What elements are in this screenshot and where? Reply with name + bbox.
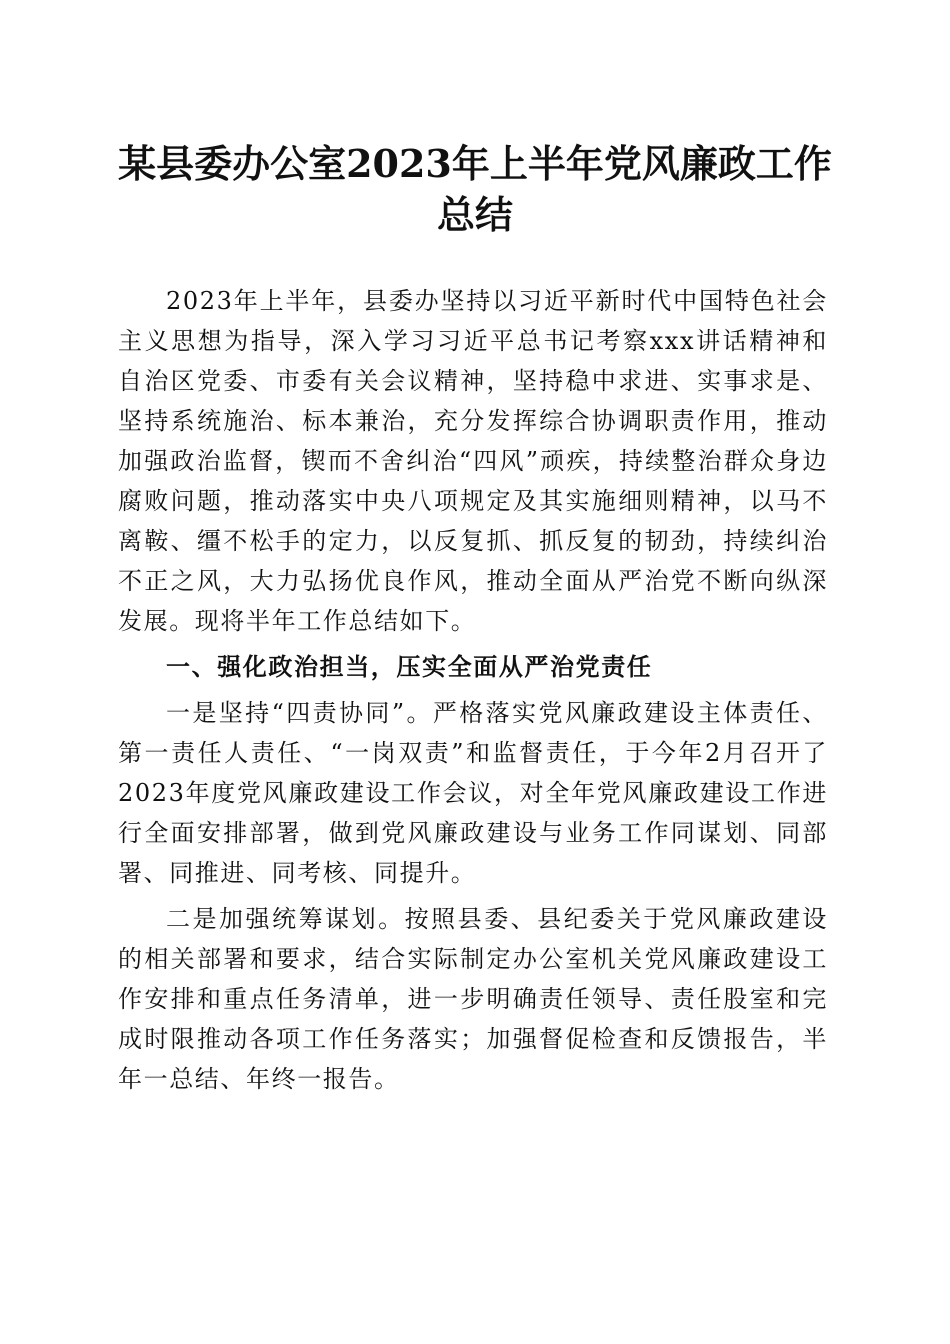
section-heading-1: 一、强化政治担当，压实全面从严治党责任 <box>166 652 653 681</box>
body-paragraph-1: 一是坚持“四责协同”。严格落实党风廉政建设主体责任、第一责任人责任、“一岗双责”和监督责任，于今年2月召开了2023年度党风廉政建设工作会议，对全年党风廉政建设工作进行全面安排部署，做到党风廉政建设与业务工作同谋划、同部署、同推进、同考核、同提升。 <box>118 699 828 887</box>
document-title: 某县委办公室2023年上半年党风廉政工作总结 <box>118 141 832 237</box>
document-body <box>118 281 828 1099</box>
body-paragraph-2: 二是加强统筹谋划。按照县委、县纪委关于党风廉政建设的相关部署和要求，结合实际制定办公室机关党风廉政建设工作安排和重点任务清单，进一步明确责任领导、责任股室和完成时限推动各项工作任务落实；加强督促检查和反馈报告，半年一总结、年终一报告。 <box>118 905 828 1093</box>
intro-paragraph: 2023年上半年，县委办坚持以习近平新时代中国特色社会主义思想为指导，深入学习习近平总书记考察xxx讲话精神和自治区党委、市委有关会议精神，坚持稳中求进、实事求是、坚持系统施治、标本兼治，充分发挥综合协调职责作用，推动加强政治监督，锲而不舍纠治“四风”顽疾，持续整治群众身边腐败问题，推动落实中央八项规定及其实施细则精神，以马不离鞍、缰不松手的定力，以反复抓、抓反复的韧劲，持续纠治不正之风，大力弘扬优良作风，推动全面从严治党不断向纵深发展。现将半年工作总结如下。 <box>118 287 828 635</box>
